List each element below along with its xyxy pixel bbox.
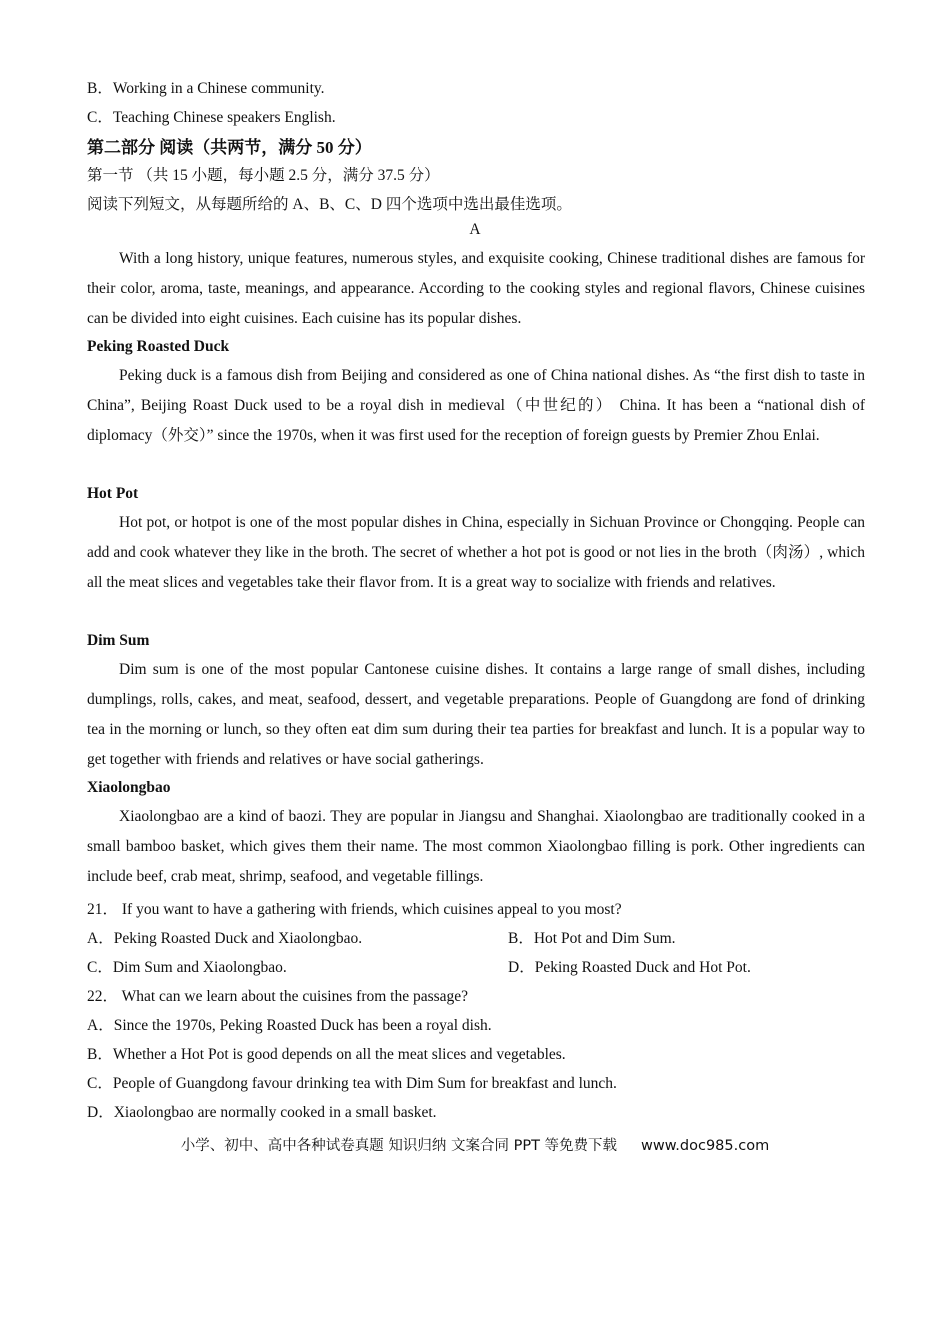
question-21-option-c: C．Dim Sum and Xiaolongbao. [87, 959, 287, 976]
dish-text-xiaolongbao: Xiaolongbao are a kind of baozi. They are popular in Jiangsu and Shanghai. Xiaolongbao are traditionally cooked in a small bamboo basket, which gives them their name. The most common Xiaolongbao filling is pork. Other ingredients can include beef, crab meat, shrimp, seafood, and vegetable fillings. [87, 808, 865, 885]
question-21-option-b: B．Hot Pot and Dim Sum. [508, 930, 676, 947]
footer-text: 小学、初中、高中各种试卷真题 知识归纳 文案合同 PPT 等免费下载 [180, 1138, 618, 1154]
prev-option-b: B．Working in a Chinese community. [87, 80, 325, 97]
question-22-option-b: B．Whether a Hot Pot is good depends on all the meat slices and vegetables. [87, 1046, 566, 1063]
question-22-stem: 22． What can we learn about the cuisines from the passage? [87, 988, 469, 1005]
question-21-option-d: D．Peking Roasted Duck and Hot Pot. [508, 959, 751, 976]
passage-letter: A [469, 221, 481, 238]
section-subtitle: 第一节 （共 15 小题，每小题 2.5 分，满分 37.5 分） [87, 167, 440, 184]
section-instruction: 阅读下列短文，从每题所给的 A、B、C、D 四个选项中选出最佳选项。 [87, 196, 572, 213]
dish-heading-xiaolongbao: Xiaolongbao [87, 779, 171, 796]
dish-heading-hot-pot: Hot Pot [87, 485, 139, 502]
footer-url[interactable]: www.doc985.com [641, 1138, 770, 1154]
page-footer [0, 1134, 950, 1155]
question-22-option-c: C．People of Guangdong favour drinking tea with Dim Sum for breakfast and lunch. [87, 1075, 617, 1092]
dish-heading-dim-sum: Dim Sum [87, 632, 150, 649]
question-22-option-d: D．Xiaolongbao are normally cooked in a small basket. [87, 1104, 437, 1121]
dish-heading-peking-duck: Peking Roasted Duck [87, 338, 230, 355]
passage-intro: With a long history, unique features, numerous styles, and exquisite cooking, Chinese traditional dishes are famous for their color, aroma, taste, meanings, and appearance. According to the cooking styles and regional flavors, Chinese cuisines can be divided into eight cuisines. Each cuisine has its popular dishes. [87, 250, 865, 327]
dish-text-peking-duck: Peking duck is a famous dish from Beijing and considered as one of China national dishes. As “the first dish to taste in China”, Beijing Roast Duck used to be a royal dish in medieval（中世纪的） China. It has been a “national dish of diplomacy（外交）” since the 1970s, when it was first used for the reception of foreign guests by Premier Zhou Enlai. [87, 367, 865, 444]
section-title: 第二部分 阅读（共两节，满分 50 分） [87, 138, 372, 157]
dish-text-dim-sum: Dim sum is one of the most popular Cantonese cuisine dishes. It contains a large range of small dishes, including dumplings, rolls, cakes, and meat, seafood, dessert, and vegetable preparations. People of Guangdong are fond of drinking tea in the morning or lunch, so they often eat dim sum during their tea parties for breakfast and lunch. It is a popular way to get together with friends and relatives or have social gatherings. [87, 661, 865, 768]
question-21-stem: 21． If you want to have a gathering with friends, which cuisines appeal to you most? [87, 901, 622, 918]
dish-text-hot-pot: Hot pot, or hotpot is one of the most popular dishes in China, especially in Sichuan Province or Chongqing. People can add and cook whatever they like in the broth. The secret of whether a hot pot is good or not lies in the broth（肉汤）, which all the meat slices and vegetables take their flavor from. It is a great way to socialize with friends and relatives. [87, 514, 865, 591]
prev-option-c: C．Teaching Chinese speakers English. [87, 109, 336, 126]
question-21-option-a: A．Peking Roasted Duck and Xiaolongbao. [87, 930, 363, 947]
question-22-option-a: A．Since the 1970s, Peking Roasted Duck has been a royal dish. [87, 1017, 492, 1034]
